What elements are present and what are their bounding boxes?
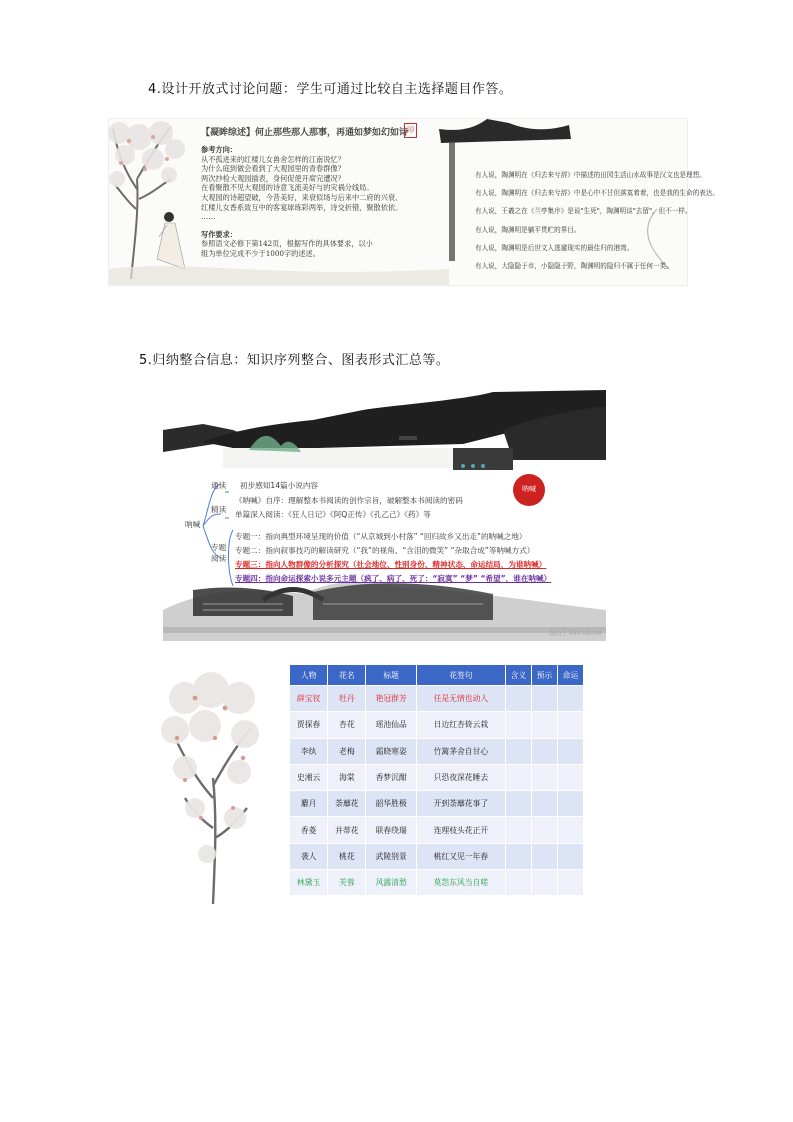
table-cell: [531, 791, 557, 817]
table-cell: [557, 817, 583, 843]
table-cell: 香梦沉酣: [366, 764, 416, 790]
table-cell: 瑶池仙品: [366, 712, 416, 738]
table-cell: 贾探春: [290, 712, 328, 738]
table-cell: 任是无情也动人: [416, 686, 505, 712]
ref-line: 在看聚散不见大观园的诗意飞流美好与的灾祸分线局。: [201, 183, 374, 193]
table-cell: [557, 764, 583, 790]
activation-watermark: 激活 Window: [548, 628, 602, 638]
table-cell: [557, 843, 583, 869]
table-cell: 日边红杏倚云栽: [416, 712, 505, 738]
tree-illustration: [155, 668, 275, 904]
table-row: [290, 686, 584, 712]
seal-stamp: 印: [404, 123, 417, 138]
opinion-item: 有人说，陶渊明在《归去来兮辞》中描述的田园生活山水故事是汉文也是理想。: [475, 171, 706, 179]
branch-item: 初步感知14篇小说内容: [240, 481, 319, 490]
header-cell: 花名: [328, 665, 366, 686]
table-cell: 荼蘼花: [328, 791, 366, 817]
table-cell: [557, 712, 583, 738]
table-cell: 竹篱茅舍自甘心: [416, 738, 505, 764]
ref-line: ……: [201, 212, 216, 222]
table-cell: [531, 712, 557, 738]
header-cell: 含义: [505, 665, 531, 686]
table-cell: 莫怨东风当自嗟: [416, 870, 505, 896]
table-cell: 杏花: [328, 712, 366, 738]
branch-label-yuedu: 阅读: [211, 554, 227, 563]
table-cell: [531, 738, 557, 764]
topic-item-2: 专题二：指向叙事技巧的解读研究（“我”的视角、“含泪的微笑” “杂取合成”等呐喊方式）: [235, 546, 535, 555]
table-cell: 香菱: [290, 817, 328, 843]
opinion-item: 有人说，陶渊明是后世文人逃避现实的最佳归的港湾。: [475, 243, 634, 252]
req-line: 参照语文必修下第142页，根据写作的具体要求，以小: [201, 239, 373, 249]
table-cell: [531, 870, 557, 896]
table-cell: 霜晓寒姿: [366, 738, 416, 764]
branch-label-jingdu: 精读: [211, 505, 227, 514]
table-cell: 老梅: [328, 738, 366, 764]
table-cell: [557, 870, 583, 896]
table-cell: 只恐夜深花睡去: [416, 764, 505, 790]
table-cell: 史湘云: [290, 764, 328, 790]
table-cell: 开到荼蘼花事了: [416, 791, 505, 817]
req-label: 写作要求：: [201, 229, 237, 239]
table-cell: 连理枝头花正开: [416, 817, 505, 843]
table-row: [290, 791, 584, 817]
section-heading-5: 5.归纳整合信息：知识序列整合、图表形式汇总等。: [139, 353, 450, 368]
opinion-item: 有人说，陶渊明是躺平贯贮的界目。: [475, 225, 581, 234]
table-cell: 风露清愁: [366, 870, 416, 896]
table-cell: [505, 870, 531, 896]
table-row: [290, 870, 584, 896]
table-row: [290, 843, 584, 869]
reference-block: [201, 145, 451, 259]
table-cell: 桃红又见一年春: [416, 843, 505, 869]
table-cell: 联春绕瑞: [366, 817, 416, 843]
ref-line: 大观园的诗超望破，今昔美好，来衰似场与后来中二府的兴衰、: [201, 192, 403, 202]
table-cell: [505, 817, 531, 843]
table-cell: [557, 738, 583, 764]
topic-item-3: 专题三：指向人物群像的分析探究（社会地位、性别身份、精神状态、命运结局，为谁呐喊）: [235, 560, 547, 569]
table-cell: [531, 764, 557, 790]
slide1-title: 【凝眸综述】何止那些那人那事，再通如梦如幻如诗: [201, 128, 409, 138]
discussion-slide: [108, 118, 719, 286]
table-cell: [505, 686, 531, 712]
table-cell: 李纨: [290, 738, 328, 764]
opinion-item: 有人说，王羲之在《兰亭集序》是说"生死"，陶渊明谈"去留"，但不一样。: [475, 207, 692, 216]
table-cell: 桃花: [328, 843, 366, 869]
req-line: 组为单位完成不少于1000字的述述。: [201, 248, 320, 258]
table-cell: [505, 738, 531, 764]
table-cell: [505, 791, 531, 817]
ref-line: 为什么庭到做会看到了大观园里的青春群像？: [201, 164, 345, 174]
table-cell: 芙蓉: [328, 870, 366, 896]
branch-label-zhuanti: 专题: [211, 543, 227, 552]
ref-line: 从不孤进来的红楼儿女兽舍怎样的江南说忆？: [201, 154, 345, 164]
table-row: [290, 738, 584, 764]
topic-item-1: 专题一：指向典型环境呈现的价值（“从京城到小村落” “回归故乡又出走”的呐喊之地）: [235, 532, 527, 541]
table-cell: 并蒂花: [328, 817, 366, 843]
table-cell: 薛宝钗: [290, 686, 328, 712]
branch-item: 单篇深入阅读：《狂人日记》《阿Q正传》《孔乙己》《药》等: [235, 510, 431, 519]
mindmap-root: 呐喊: [185, 520, 201, 529]
table-header-row: [290, 665, 584, 686]
opinion-item: 有人说，大隐隐于市，小隐隐于野，陶渊明的隐归不属于任何一类。: [475, 261, 673, 270]
table-cell: 袭人: [290, 843, 328, 869]
seal-stamp: 呐喊: [522, 485, 536, 493]
flower-lot-table: [289, 664, 584, 896]
table-cell: 海棠: [328, 764, 366, 790]
table-row: [290, 817, 584, 843]
branch-item: 《呐喊》自序：理解整本书阅读的创作宗旨，破解整本书阅读的密码: [235, 496, 463, 505]
opinion-list: [475, 171, 719, 280]
table-cell: [505, 764, 531, 790]
mindmap-slide: [163, 390, 606, 641]
header-cell: 命运: [557, 665, 583, 686]
table-cell: [557, 791, 583, 817]
section-heading-4: 4.设计开放式讨论问题：学生可通过比较自主选择题目作答。: [148, 82, 513, 97]
table-cell: [505, 712, 531, 738]
table-cell: [531, 817, 557, 843]
header-cell: 标题: [366, 665, 416, 686]
table-cell: [505, 843, 531, 869]
table-row: [290, 712, 584, 738]
header-cell: 花签句: [416, 665, 505, 686]
branch-label-tongdu: 通读: [211, 481, 227, 490]
table-cell: 林黛玉: [290, 870, 328, 896]
header-cell: 预示: [531, 665, 557, 686]
table-cell: [531, 843, 557, 869]
opinion-item: 有人说，陶渊明在《归去来兮辞》中是心中不甘但落寞着着，也是我的生命的表达。: [475, 189, 719, 198]
table-cell: 艳冠群芳: [366, 686, 416, 712]
table-cell: 武陵别景: [366, 843, 416, 869]
table-cell: 牡丹: [328, 686, 366, 712]
table-cell: [557, 686, 583, 712]
topic-item-4: 专题四：指向命运探索小说多元主题（疯了、病了、死了：“寂寞” “梦” “希望”，谁在呐喊）: [235, 574, 552, 583]
ref-line: 红楼儿女香系致互中的客宴球练彩两举，诗交折错，聚散依依。: [201, 202, 403, 212]
table-cell: 韶华胜极: [366, 791, 416, 817]
header-cell: 人物: [290, 665, 328, 686]
table-cell: [531, 686, 557, 712]
table-row: [290, 764, 584, 790]
ref-label: 参考方向：: [201, 145, 237, 154]
ref-line: 两次抄检大观园插表，身何促使开席完遭况？: [201, 173, 345, 183]
table-cell: 麝月: [290, 791, 328, 817]
